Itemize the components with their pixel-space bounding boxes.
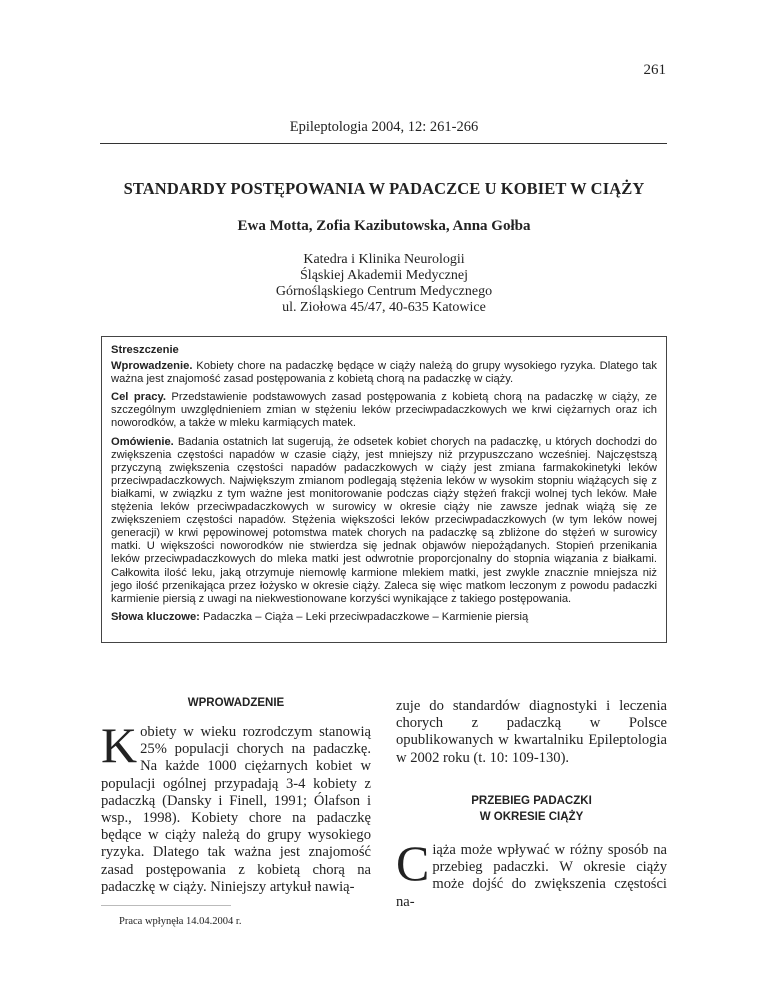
abstract-discussion-label: Omówienie. (111, 435, 174, 448)
abstract-aim (111, 391, 657, 430)
article-title: STANDARDY POSTĘPOWANIA W PADACZCE U KOBIET W CIĄŻY (123, 179, 645, 198)
section-heading-introduction: WPROWADZENIE (187, 697, 285, 709)
affiliation-line: Górnośląskiego Centrum Medycznego (275, 284, 493, 299)
article-authors: Ewa Motta, Zofia Kazibutowska, Anna Gołba (237, 218, 531, 234)
abstract-discussion (111, 436, 657, 606)
dropcap-k: K (101, 717, 138, 773)
abstract-aim-label: Cel pracy. (111, 391, 166, 404)
footnote-rule (101, 905, 231, 906)
right-column-text (396, 835, 667, 911)
abstract-discussion-text: Badania ostatnich lat sugerują, że odsetek kobiet chorych na padaczkę, u których dochodzi do zwiększenia częstości napadów w czasie ciąży, jest mniejszy niż przypuszczano wcześniej. Najczęstszą przyczyną zwiększenia częstości napadów padaczkowych w ciąży jest zmiana farmakokinetyki leków przeciwpadaczkowych. Największym zmianom podlegają stężenia leków w wysokim stopniu wiążących się z białkami, w związku z tym ważne jest monitorowanie podczas ciąży stężeń frakcji wolnej tych leków. Małe stężenia leków przeciwpadaczkowych w surowicy w okresie ciąży nie zawsze jednak wiążą się ze zwiększeniem częstości napadów. Stężenia większości leków przeciwpadaczkowych (w tym leków nowej generacji) w krwi pępowinowej potomstwa matek chorych na padaczkę są zbliżone do stężeń w surowicy matki. U większości noworodków nie stwierdza się jednak objawów niepożądanych. Stopień przenikania leków przeciwpadaczkowych do mleka matki jest odwrotnie proporcjonalny do stopnia wiązania z białkami. Całkowita ilość leku, jaką otrzymuje niemowlę karmione mlekiem matki, jest zwykle znacznie mniejsza niż jego ilość przenikająca przez łożysko w okresie ciąży. Zaleca się więc matkom leczonym z powodu padaczki karmienie piersią z uwagi na niekwestionowane korzyści wynikające z takiego postępowania. (111, 435, 657, 605)
abstract-intro-label: Wprowadzenie. (111, 360, 193, 373)
abstract-keywords (111, 611, 657, 624)
left-column-text (101, 717, 371, 896)
affiliation (100, 252, 668, 316)
header-rule (100, 143, 667, 144)
abstract-keywords-label: Słowa kluczowe: (111, 610, 200, 623)
abstract-intro-text: Kobiety chore na padaczkę będące w ciąży należą do grupy wysokiego ryzyka. Dlatego tak ważna jest znajomość zasad postępowania z kobietą chorą na padaczkę w ciąży. (111, 360, 657, 386)
abstract-heading: Streszczenie (111, 344, 179, 356)
section-heading-course (396, 793, 667, 825)
dropcap-c: C (396, 835, 430, 891)
abstract-keywords-text: Padaczka – Ciąża – Leki przeciwpadaczkowe – Karmienie piersią (199, 610, 529, 623)
section-heading-line: PRZEBIEG PADACZKI (471, 795, 592, 807)
affiliation-line: ul. Ziołowa 45/47, 40-635 Katowice (282, 300, 486, 315)
introduction-paragraph: obiety w wieku rozrodczym stanowią 25% populacji chorych na padaczkę. Na każde 1000 ciężarnych kobiet w populacji ogólnej przypadają 3-4 kobiety z padaczką (Dansky i Finell, 1991; Ólafson i wsp., 1998). Kobiety chore na padaczkę będące w ciąży należą do grupy wysokiego ryzyka. Dlatego tak ważna jest znajomość zasad postępowania z kobietą chorą na padaczkę w ciąży. Niniejszy artykuł nawią- (101, 724, 371, 895)
right-column-top-text: zuje do standardów diagnostyki i leczenia chorych z padaczką w Polsce opublikowanych w kwartalniku Epileptologia w 2002 roku (t. 10: 109-130). (396, 698, 667, 766)
course-paragraph: iąża może wpływać w różny sposób na przebieg padaczki. W okresie ciąży może dojść do zwiększenia częstości na- (396, 842, 667, 910)
affiliation-line: Śląskiej Akademii Medycznej (300, 268, 468, 283)
received-date-footnote: Praca wpłynęła 14.04.2004 r. (119, 916, 242, 927)
affiliation-line: Katedra i Klinika Neurologii (303, 252, 465, 267)
journal-citation: Epileptologia 2004, 12: 261-266 (289, 119, 479, 135)
abstract-introduction (111, 360, 657, 386)
abstract-box (101, 336, 667, 643)
abstract-aim-text: Przedstawienie podstawowych zasad postępowania z kobietą chorą na padaczkę w ciąży, ze szczególnym uwzględnieniem zmian w stężeniu leków przeciwpadaczkowych we krwi ciężarnych oraz ich noworodków, a także w mleku karmiących matek. (111, 391, 657, 430)
section-heading-line: W OKRESIE CIĄŻY (479, 811, 584, 823)
page-number: 261 (643, 62, 666, 78)
